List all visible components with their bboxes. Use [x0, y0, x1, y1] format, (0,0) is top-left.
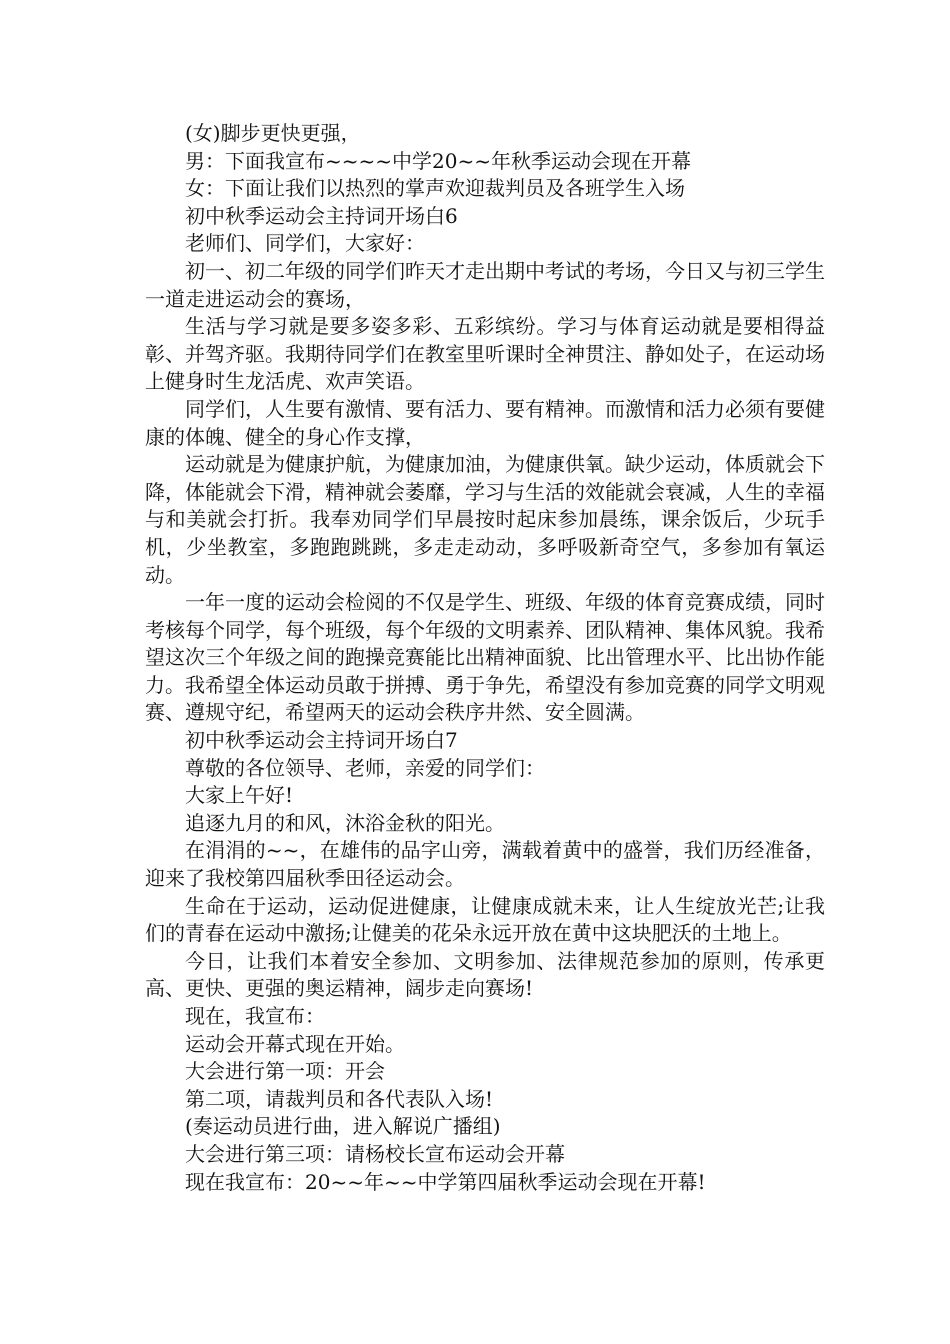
paragraph: 现在我宣布：20~~年~~中学第四届秋季运动会现在开幕! [185, 1169, 706, 1194]
paragraph: 老师们、同学们，大家好： [185, 231, 425, 256]
paragraph: 大会进行第一项：开会 [185, 1059, 385, 1084]
paragraph: 同学们，人生要有激情、要有活力、要有精神。而激情和活力必须有要健康的体魄、健全的身心作支撑， [145, 396, 825, 449]
paragraph: 大家上午好! [185, 783, 294, 808]
paragraph: 运动就是为健康护航，为健康加油，为健康供氧。缺少运动，体质就会下降，体能就会下滑，精神就会萎靡，学习与生活的效能就会衰减，人生的幸福与和美就会打折。我奉劝同学们早晨按时起床参加晨练，课余饭后，少玩手机，少坐教室，多跑跑跳跳，多走走动动，多呼吸新奇空气，多参加有氧运动。 [145, 452, 825, 587]
paragraph: 男：下面我宣布~~~~中学20~~年秋季运动会现在开幕 [185, 148, 691, 173]
section-heading: 初中秋季运动会主持词开场白7 [185, 728, 458, 753]
paragraph: 今日，让我们本着安全参加、文明参加、法律规范参加的原则，传承更高、更快、更强的奥运精神，阔步走向赛场! [145, 948, 825, 1001]
document-body [145, 120, 825, 1196]
paragraph: 女：下面让我们以热烈的掌声欢迎裁判员及各班学生入场 [185, 176, 685, 201]
paragraph: 现在，我宣布： [185, 1004, 325, 1028]
paragraph: (奏运动员进行曲，进入解说广播组) [185, 1114, 501, 1139]
paragraph: 初一、初二年级的同学们昨天才走出期中考试的考场，今日又与初三学生一道走进运动会的赛场， [145, 258, 825, 311]
paragraph: 一年一度的运动会检阅的不仅是学生、班级、年级的体育竞赛成绩，同时考核每个同学，每个班级，每个年级的文明素养、团队精神、集体风貌。我希望这次三个年级之间的跑操竞赛能比出精神面貌、比出管理水平、比出协作能力。我希望全体运动员敢于拼搏、勇于争先，希望没有参加竞赛的同学文明观赛、遵规守纪，希望两天的运动会秩序井然、安全圆满。 [145, 590, 825, 725]
paragraph: 尊敬的各位领导、老师，亲爱的同学们： [185, 755, 545, 780]
section-heading: 初中秋季运动会主持词开场白6 [185, 203, 458, 228]
paragraph: 第二项，请裁判员和各代表队入场! [185, 1086, 494, 1111]
paragraph: 大会进行第三项：请杨校长宣布运动会开幕 [185, 1141, 565, 1166]
paragraph: 生命在于运动，运动促进健康，让健康成就未来，让人生绽放光芒;让我们的青春在运动中激扬;让健美的花朵永远开放在黄中这块肥沃的土地上。 [145, 893, 825, 946]
paragraph: 追逐九月的和风，沐浴金秋的阳光。 [185, 810, 505, 835]
paragraph: 生活与学习就是要多姿多彩、五彩缤纷。学习与体育运动就是要相得益彰、并驾齐驱。我期待同学们在教室里听课时全神贯注、静如处子，在运动场上健身时生龙活虎、欢声笑语。 [145, 314, 825, 394]
paragraph: 运动会开幕式现在开始。 [185, 1031, 405, 1056]
paragraph: 在涓涓的~~，在雄伟的品字山旁，满载着黄中的盛誉，我们历经准备，迎来了我校第四届秋季田径运动会。 [145, 838, 825, 891]
paragraph: (女)脚步更快更强， [185, 121, 361, 145]
